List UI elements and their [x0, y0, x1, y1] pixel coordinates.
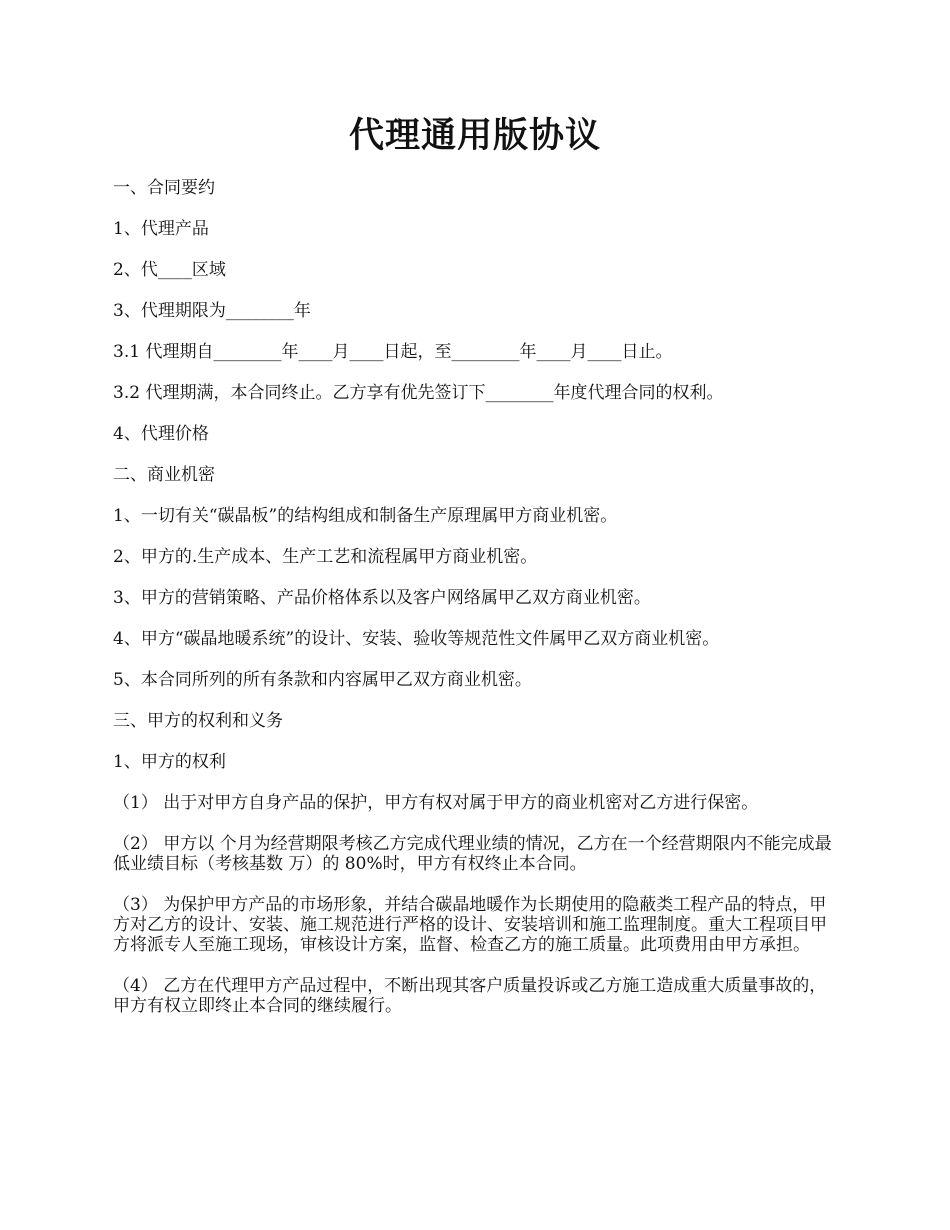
subheading-party-a-rights: 1、甲方的权利 [113, 752, 226, 772]
clause-agency-term: 3、代理期限为________年 [113, 301, 311, 321]
clause-secret-2: 2、甲方的.生产成本、生产工艺和流程属甲方商业机密。 [113, 547, 538, 567]
clause-agency-renewal: 3.2 代理期满，本合同终止。乙方享有优先签订下________年度代理合同的权利。 [113, 383, 724, 403]
clause-agency-region: 2、代____区域 [113, 260, 226, 280]
clause-right-2: （2） 甲方以 个月为经营期限考核乙方完成代理业绩的情况，乙方在一个经营期限内不能完成最低业绩目标（考核基数 万）的 80%时，甲方有权终止本合同。 [113, 834, 832, 874]
clause-right-4: （4） 乙方在代理甲方产品过程中，不断出现其客户质量投诉或乙方施工造成重大质量事故的，甲方有权立即终止本合同的继续履行。 [113, 976, 827, 1016]
clause-agency-product: 1、代理产品 [113, 219, 209, 239]
clause-secret-3: 3、甲方的营销策略、产品价格体系以及客户网络属甲乙双方商业机密。 [113, 588, 651, 608]
clause-right-1: （1） 出于对甲方自身产品的保护，甲方有权对属于甲方的商业机密对乙方进行保密。 [113, 793, 759, 813]
clause-right-3: （3） 为保护甲方产品的市场形象，并结合碳晶地暖作为长期使用的隐蔽类工程产品的特点，甲方对乙方的设计、安装、施工规范进行严格的设计、安装培训和施工监理制度。重大工程项目甲方将派专人至施工现场，审核设计方案，监督、检查乙方的施工质量。此项费用由甲方承担。 [113, 895, 827, 955]
section-heading-party-a-rights: 三、甲方的权利和义务 [113, 711, 283, 731]
clause-agency-price: 4、代理价格 [113, 424, 209, 444]
clause-agency-period-dates: 3.1 代理期自________年____月____日起，至________年____月____日止。 [113, 342, 673, 362]
document-title: 代理通用版协议 [348, 115, 601, 156]
clause-secret-1: 1、一切有关“碳晶板”的结构组成和制备生产原理属甲方商业机密。 [113, 506, 618, 526]
section-heading-trade-secrets: 二、商业机密 [113, 465, 215, 485]
section-heading-contract-offer: 一、合同要约 [113, 178, 215, 198]
clause-secret-5: 5、本合同所列的所有条款和内容属甲乙双方商业机密。 [113, 670, 532, 690]
document-body [113, 178, 843, 1037]
clause-secret-4: 4、甲方“碳晶地暖系统”的设计、安装、验收等规范性文件属甲乙双方商业机密。 [113, 629, 720, 649]
